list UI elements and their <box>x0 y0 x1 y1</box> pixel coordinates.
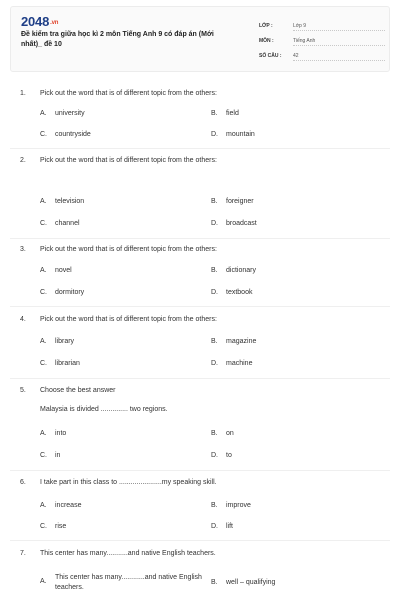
option-text: rise <box>55 523 67 530</box>
divider <box>10 378 390 379</box>
option-letter: D. <box>211 523 218 530</box>
meta-value: Lớp 9 <box>293 23 385 31</box>
option-text: novel <box>55 267 72 274</box>
option-text: lift <box>226 523 233 530</box>
option-letter: B. <box>211 267 218 274</box>
option-letter: B. <box>211 502 218 509</box>
option-text: improve <box>226 502 251 509</box>
meta-label: MÔN : <box>259 38 274 44</box>
option-letter: C. <box>40 131 47 138</box>
option-text: machine <box>226 360 253 367</box>
option-text: channel <box>55 220 80 227</box>
question-stem: I take part in this class to ......................my speaking skill. <box>40 479 217 486</box>
question-number: 6. <box>20 479 26 486</box>
option-text: library <box>55 338 75 345</box>
question-number: 5. <box>20 387 26 394</box>
logo-text: 2048 <box>21 14 50 29</box>
option-letter: A. <box>40 198 47 205</box>
divider <box>10 306 390 307</box>
question-number: 2. <box>20 157 26 164</box>
question-stem: Pick out the word that is of different topic from the others: <box>40 157 217 164</box>
option-letter: C. <box>40 289 47 296</box>
question-number: 4. <box>20 316 26 323</box>
option-text: increase <box>55 502 82 509</box>
option-letter: C. <box>40 220 47 227</box>
question-stem: Choose the best answer <box>40 387 116 394</box>
logo-suffix: .vn <box>50 20 59 26</box>
option-letter: D. <box>211 220 218 227</box>
option-letter: B. <box>211 338 218 345</box>
option-letter: B. <box>211 430 218 437</box>
option-text: countryside <box>55 131 91 138</box>
divider <box>10 540 390 541</box>
option-text: broadcast <box>226 220 257 227</box>
option-letter: C. <box>40 523 47 530</box>
option-text: well – qualifying <box>226 579 276 586</box>
option-letter: A. <box>40 578 47 585</box>
option-text: in <box>55 452 61 459</box>
question-stem: This center has many...........and native English teachers. <box>40 550 216 557</box>
option-text: magazine <box>226 338 257 345</box>
option-letter: A. <box>40 430 47 437</box>
option-letter: B. <box>211 110 218 117</box>
option-letter: D. <box>211 360 218 367</box>
option-letter: A. <box>40 110 47 117</box>
option-text: mountain <box>226 131 255 138</box>
option-letter: C. <box>40 360 47 367</box>
option-letter: D. <box>211 452 218 459</box>
meta-value: 42 <box>293 53 385 61</box>
question-number: 7. <box>20 550 26 557</box>
option-letter: A. <box>40 502 47 509</box>
option-text: foreigner <box>226 198 254 205</box>
meta-label: SỐ CÂU : <box>259 53 282 59</box>
option-text: into <box>55 430 67 437</box>
option-text: textbook <box>226 289 253 296</box>
option-letter: D. <box>211 289 218 296</box>
question-stem: Pick out the word that is of different topic from the others: <box>40 246 217 253</box>
question-stem: Pick out the word that is of different topic from the others: <box>40 90 217 97</box>
option-letter: A. <box>40 267 47 274</box>
question-sentence: Malaysia is divided .............. two regions. <box>40 406 168 413</box>
divider <box>10 470 390 471</box>
meta-value: Tiếng Anh <box>293 38 385 46</box>
exam-title: Đề kiểm tra giữa học kì 2 môn Tiếng Anh 9 có đáp án (Mới nhất)_ đề 10 <box>21 31 214 48</box>
question-stem: Pick out the word that is of different topic from the others: <box>40 316 217 323</box>
option-text: on <box>226 430 234 437</box>
option-text: This center has many............and native English teachers. <box>55 574 202 591</box>
exam-header <box>10 6 390 72</box>
option-text: television <box>55 198 85 205</box>
divider <box>10 148 390 149</box>
divider <box>10 238 390 239</box>
option-letter: D. <box>211 131 218 138</box>
option-letter: B. <box>211 579 218 586</box>
option-letter: A. <box>40 338 47 345</box>
option-letter: B. <box>211 198 218 205</box>
meta-label: LỚP : <box>259 23 273 29</box>
option-text: university <box>55 110 85 117</box>
option-text: dictionary <box>226 267 256 274</box>
option-text: dormitory <box>55 289 85 296</box>
question-number: 1. <box>20 90 26 97</box>
option-letter: C. <box>40 452 47 459</box>
question-number: 3. <box>20 246 26 253</box>
option-text: to <box>226 452 232 459</box>
option-text: librarian <box>55 360 80 367</box>
option-text: field <box>226 110 239 117</box>
site-logo[interactable] <box>21 14 58 29</box>
